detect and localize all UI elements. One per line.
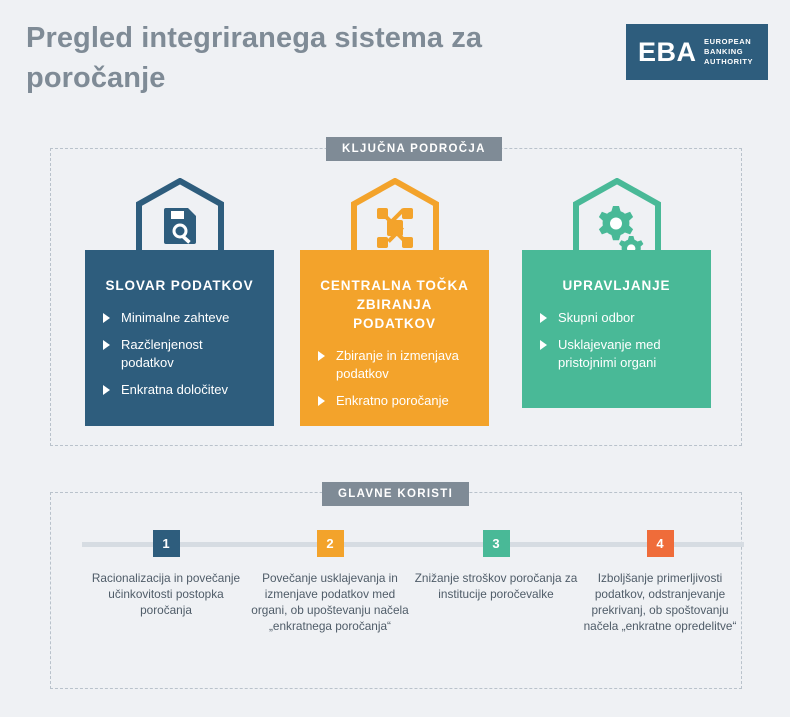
key-area-bullet-label: Minimalne zahteve: [121, 310, 230, 325]
key-area-column-2: [300, 250, 489, 426]
key-area-bullet: [103, 336, 256, 372]
key-area-bullet: [103, 309, 256, 327]
key-area-body-3: [522, 250, 711, 408]
benefit-text-3: Znižanje stroškov poročanja za institucije poročevalke: [414, 571, 578, 601]
key-area-bullet-label: Skupni odbor: [558, 310, 635, 325]
benefit-text-1: Racionalizacija in povečanje učinkovitosti postopka poročanja: [91, 571, 241, 617]
header: [0, 0, 790, 120]
key-area-bullet: [318, 347, 471, 383]
benefit-number-1: 1: [153, 530, 180, 557]
key-area-body-2: [300, 250, 489, 426]
arrow-icon: [318, 396, 330, 406]
benefit-item-4: [576, 520, 744, 634]
eba-logo-words: [704, 37, 753, 67]
key-area-body-1: [85, 250, 274, 426]
benefit-number-4: 4: [647, 530, 674, 557]
key-area-bullet-label: Enkratna določitev: [121, 382, 228, 397]
key-area-bullet: [318, 392, 471, 410]
benefit-number-2: 2: [317, 530, 344, 557]
benefits-label: GLAVNE KORISTI: [322, 482, 469, 506]
key-area-title-3: UPRAVLJANJE: [562, 278, 671, 293]
benefit-text-2: Povečanje usklajevanja in izmenjave podatkov med organi, ob upoštevanju načela „enkratnega poročanja“: [251, 571, 409, 633]
key-area-title-2: CENTRALNA TOČKA ZBIRANJA PODATKOV: [320, 278, 469, 331]
key-area-bullet: [540, 309, 693, 327]
eba-logo-line3: AUTHORITY: [704, 57, 754, 66]
benefit-text-4: Izboljšanje primerljivosti podatkov, odstranjevanje prekrivanj, ob spoštovanju načela „enkratne opredelitve“: [583, 571, 737, 633]
benefit-item-1: [82, 520, 250, 618]
key-area-bullet-label: Usklajevanje med pristojnimi organi: [558, 337, 661, 370]
key-area-title-1: SLOVAR PODATKOV: [105, 278, 254, 293]
eba-logo-line2: BANKING: [704, 47, 744, 56]
eba-logo: [626, 24, 768, 80]
benefit-item-3: [412, 520, 580, 602]
key-area-column-3: [522, 250, 711, 408]
key-area-bullet: [540, 336, 693, 372]
eba-logo-line1: EUROPEAN: [704, 37, 752, 46]
arrow-icon: [103, 313, 115, 323]
benefit-number-3: 3: [483, 530, 510, 557]
eba-logo-mark: EBA: [638, 36, 697, 67]
arrow-icon: [103, 340, 115, 350]
arrow-icon: [318, 351, 330, 361]
key-area-column-1: [85, 250, 274, 426]
arrow-icon: [540, 313, 552, 323]
benefit-item-2: [246, 520, 414, 634]
page-title: Pregled integriranega sistema za poročanje: [26, 22, 483, 94]
arrow-icon: [103, 385, 115, 395]
key-areas-label: KLJUČNA PODROČJA: [326, 137, 502, 161]
arrow-icon: [540, 340, 552, 350]
key-area-bullet-label: Enkratno poročanje: [336, 393, 449, 408]
key-area-bullet-label: Razčlenjenost podatkov: [121, 337, 203, 370]
key-area-bullet: [103, 381, 256, 399]
key-area-bullet-label: Zbiranje in izmenjava podatkov: [336, 348, 459, 381]
